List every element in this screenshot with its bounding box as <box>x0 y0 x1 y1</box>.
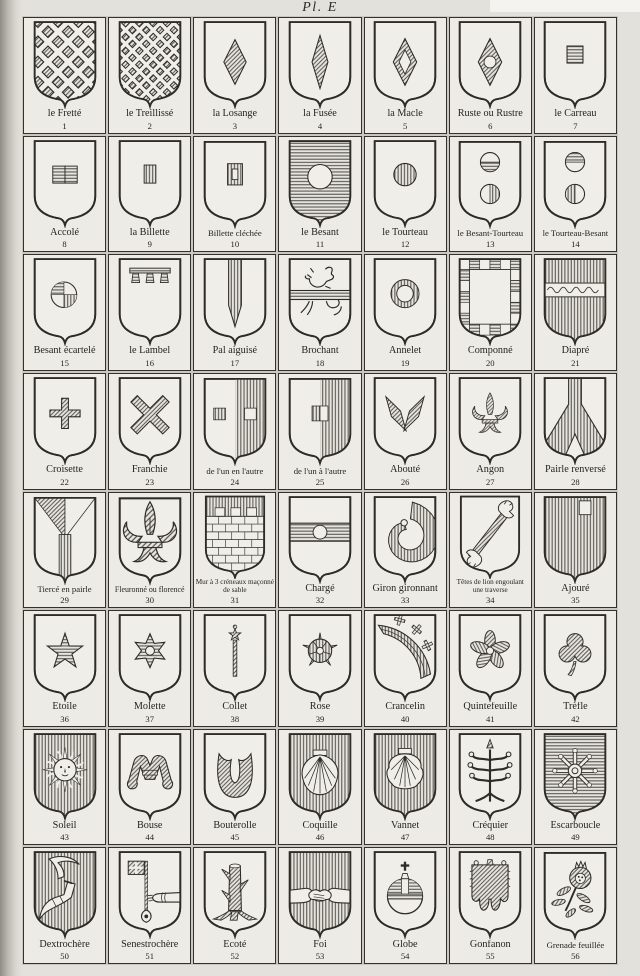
shield-number: 49 <box>571 832 580 843</box>
plate-cell <box>534 492 617 609</box>
rose-shield-icon <box>286 612 354 702</box>
shield-number: 21 <box>571 357 580 368</box>
shield-number: 8 <box>62 239 67 250</box>
shield-number: 54 <box>400 951 410 961</box>
plate-cell <box>278 17 361 134</box>
shield-number: 55 <box>485 951 495 961</box>
shield-number: 36 <box>60 713 69 724</box>
shield-number: 34 <box>485 595 495 606</box>
shield-label: Tiercé en pairle <box>37 585 92 595</box>
plate-cell <box>193 254 276 371</box>
gyron-spiral-shield-icon <box>371 494 439 584</box>
shield-number: 13 <box>485 239 495 250</box>
shield-label: Collet <box>222 702 248 713</box>
plate-cell <box>534 136 617 253</box>
plate-cell <box>449 729 532 846</box>
shield-label: Trèfle <box>563 702 588 713</box>
shield-number: 53 <box>315 951 325 961</box>
crenellated-wall-shield-icon <box>201 494 269 580</box>
compony-border-shield-icon <box>456 256 524 346</box>
plate-cell <box>193 729 276 846</box>
plate-cell <box>278 610 361 727</box>
plate-cell <box>534 17 617 134</box>
shield-number: 11 <box>315 239 325 250</box>
shield-number: 15 <box>60 357 69 368</box>
charged-fess-shield-icon <box>286 494 354 584</box>
shield-label: Soleil <box>52 820 77 831</box>
shield-label: Angon <box>476 465 505 476</box>
plate-cell <box>23 729 106 846</box>
pierced-field-shield-icon <box>541 494 609 584</box>
plate-cell <box>23 254 106 371</box>
square-shield-icon <box>541 19 609 109</box>
shield-label: Vannet <box>390 820 420 831</box>
plum-tree-shield-icon <box>456 731 524 821</box>
trefoil-shield-icon <box>541 612 609 702</box>
plate-cell <box>364 136 447 253</box>
plate-cell <box>23 847 106 964</box>
heraldry-plate-grid <box>23 17 617 964</box>
shield-number: 39 <box>315 713 325 724</box>
shield-label: Brochant <box>301 346 339 357</box>
pomegranate-shield-icon <box>541 849 609 941</box>
plate-cell <box>449 610 532 727</box>
saltire-shield-icon <box>116 375 184 465</box>
shield-number: 23 <box>145 476 154 487</box>
plate-cell <box>364 610 447 727</box>
plate-cell <box>534 254 617 371</box>
spur-rowel-shield-icon <box>116 612 184 702</box>
rustre-shield-icon <box>456 19 524 109</box>
shield-label: Besant écartelé <box>33 346 96 357</box>
shield-label: Pal aiguisé <box>212 346 258 357</box>
shield-number: 43 <box>60 832 69 843</box>
cinquefoil-shield-icon <box>456 612 524 702</box>
plate-cell <box>364 729 447 846</box>
shield-label: Foi <box>313 939 327 950</box>
shield-number: 17 <box>230 357 240 368</box>
plate-cell <box>278 729 361 846</box>
shield-number: 26 <box>400 476 410 487</box>
plate-cell <box>193 492 276 609</box>
plate-cell <box>193 17 276 134</box>
fleur-de-lis-shield-icon <box>456 375 524 465</box>
plate-cell <box>108 729 191 846</box>
shield-label: le Tourteau <box>382 227 429 238</box>
shield-number: 24 <box>230 476 240 487</box>
shield-number: 12 <box>400 239 410 250</box>
shield-label: la Losange <box>212 109 258 120</box>
plate-cell <box>449 492 532 609</box>
shield-label: Dextrochère <box>39 939 90 950</box>
plate-cell <box>364 847 447 964</box>
plate-cell <box>534 373 617 490</box>
plate-cell <box>278 373 361 490</box>
shield-number: 47 <box>400 832 410 843</box>
shield-number: 38 <box>230 713 240 724</box>
shield-label: Rose <box>309 702 331 713</box>
plate-cell <box>108 847 191 964</box>
shield-label: Componné <box>467 346 513 357</box>
shield-label: la Billette <box>129 227 170 238</box>
trellis-shield-icon <box>116 19 184 109</box>
lopped-trunk-shield-icon <box>201 849 269 939</box>
shield-label: le Carreau <box>554 109 597 120</box>
plate-cell <box>23 17 106 134</box>
shield-label: Créquier <box>472 820 509 831</box>
shield-number: 10 <box>230 239 240 250</box>
plate-cell <box>449 136 532 253</box>
shield-number: 33 <box>400 595 410 606</box>
plate-cell <box>23 492 106 609</box>
shield-number: 22 <box>60 476 69 487</box>
crancelin-shield-icon <box>371 612 439 702</box>
billet-shield-icon <box>116 138 184 228</box>
shield-label: Chargé <box>305 583 335 594</box>
shield-label: Ruste ou Rustre <box>457 109 523 120</box>
voided-billet-shield-icon <box>201 138 269 230</box>
shield-number: 29 <box>60 595 69 606</box>
shield-number: 2 <box>147 120 152 131</box>
macle-shield-icon <box>371 19 439 109</box>
plate-cell <box>193 373 276 490</box>
shield-number: 4 <box>317 120 323 131</box>
ornate-fleur-shield-icon <box>116 494 184 587</box>
lion-fess-shield-icon <box>286 256 354 346</box>
label-shield-icon <box>116 256 184 346</box>
plate-cell <box>364 492 447 609</box>
shield-label: Crancelin <box>385 702 425 713</box>
plate-cell <box>449 17 532 134</box>
shield-number: 46 <box>315 832 325 843</box>
chape-shield-icon <box>201 731 269 821</box>
shield-label: Têtes de lion engoulant une traverse <box>456 579 524 594</box>
shield-number: 32 <box>315 595 325 606</box>
plate-cell <box>364 17 447 134</box>
abutted-lozenges-shield-icon <box>371 375 439 465</box>
shield-number: 52 <box>230 951 240 961</box>
shield-label: Étoile <box>52 702 77 713</box>
scallop-shield-icon <box>286 731 354 821</box>
plate-cell <box>193 610 276 727</box>
shield-number: 50 <box>60 951 69 961</box>
shield-label: Annelet <box>389 346 422 357</box>
shield-number: 5 <box>402 120 408 131</box>
counterchanged-squares-shield-icon <box>201 375 269 467</box>
star-5-shield-icon <box>31 612 99 702</box>
shield-label: le Tourteau-Besant <box>542 229 609 239</box>
shield-label: Billette cléchée <box>207 229 262 239</box>
shield-number: 42 <box>571 713 580 724</box>
shield-label: de l'un à l'autre <box>293 466 347 476</box>
shield-label: Accolé <box>50 227 79 238</box>
shield-label: le Lambel <box>129 346 171 357</box>
shield-label: Molette <box>133 702 166 713</box>
plate-cell <box>278 254 361 371</box>
arm-key-shield-icon <box>116 849 184 939</box>
shield-number: 30 <box>145 595 154 606</box>
shield-label: Bouse <box>136 820 163 831</box>
plate-cell <box>534 610 617 727</box>
shield-number: 28 <box>571 476 580 487</box>
gonfanon-shield-icon <box>456 849 524 939</box>
shield-number: 18 <box>315 357 325 368</box>
shield-number: 40 <box>400 713 410 724</box>
carbuncle-shield-icon <box>541 731 609 821</box>
shield-number: 7 <box>573 120 578 131</box>
shield-label: Diapré <box>561 346 590 357</box>
clasped-hands-shield-icon <box>286 849 354 939</box>
shield-label: Fleuronné ou florencé <box>114 586 185 595</box>
shield-label: Croisette <box>46 465 83 476</box>
shield-number: 48 <box>485 832 495 843</box>
shield-number: 20 <box>485 357 495 368</box>
plate-cell <box>23 373 106 490</box>
shield-number: 27 <box>485 476 495 487</box>
shield-label: Gonfanon <box>469 939 511 950</box>
shield-number: 9 <box>147 239 152 250</box>
shield-label: le Besant-Tourteau <box>457 229 524 239</box>
shield-label: la Fusée <box>303 109 337 120</box>
plate-title: Pl. E <box>302 0 338 15</box>
shield-label: de l'un en l'autre <box>206 466 264 476</box>
plate-cell <box>23 610 106 727</box>
plate-cell <box>278 492 361 609</box>
orb-shield-icon <box>371 849 439 939</box>
lion-heads-bend-shield-icon <box>456 494 524 580</box>
roundel-bezant-shield-icon <box>541 138 609 230</box>
shield-label: Quintefeuille <box>463 702 518 713</box>
scallop-inside-shield-icon <box>371 731 439 821</box>
shield-number: 35 <box>571 595 580 606</box>
collared-rod-shield-icon <box>201 612 269 702</box>
tierced-pall-shield-icon <box>31 494 99 586</box>
shield-number: 25 <box>315 476 325 487</box>
double-billet-shield-icon <box>31 138 99 228</box>
water-bouget-shield-icon <box>116 731 184 821</box>
pointed-pale-shield-icon <box>201 256 269 346</box>
shield-label: Coquille <box>302 820 338 831</box>
plate-cell <box>108 373 191 490</box>
shield-label: Pairle renversé <box>545 465 606 476</box>
crosslet-shield-icon <box>31 375 99 465</box>
plate-cell <box>108 254 191 371</box>
plate-cell <box>278 136 361 253</box>
shield-label: Grenade feuillée <box>546 941 605 950</box>
diaper-shield-icon <box>541 256 609 346</box>
counterchanged-square-shield-icon <box>286 375 354 467</box>
plate-cell <box>449 373 532 490</box>
scan-gutter-shadow <box>0 0 22 976</box>
shield-number: 56 <box>571 951 580 961</box>
shield-number: 37 <box>145 713 154 724</box>
sun-shield-icon <box>31 731 99 821</box>
shield-number: 44 <box>145 832 154 843</box>
shield-number: 6 <box>488 120 493 131</box>
shield-label: Senestrochère <box>121 939 179 950</box>
shield-number: 3 <box>232 120 237 131</box>
fretty-shield-icon <box>31 19 99 109</box>
plate-cell <box>108 17 191 134</box>
plate-cell <box>193 136 276 253</box>
shield-number: 51 <box>145 951 154 961</box>
shield-number: 41 <box>485 713 495 724</box>
plate-cell <box>193 847 276 964</box>
bezant-shield-icon <box>286 138 354 228</box>
arm-scimitar-shield-icon <box>31 849 99 939</box>
shield-label: Bouterolle <box>213 820 257 831</box>
shield-label: Escarboucle <box>550 820 601 831</box>
shield-label: Globe <box>392 939 418 950</box>
fusil-shield-icon <box>286 19 354 109</box>
annulet-shield-icon <box>371 256 439 346</box>
shield-label: Ajouré <box>561 583 590 594</box>
quartered-bezant-shield-icon <box>31 256 99 346</box>
plate-cell <box>364 254 447 371</box>
plate-cell <box>364 373 447 490</box>
inverted-pall-shield-icon <box>541 375 609 465</box>
shield-number: 16 <box>145 357 154 368</box>
plate-cell <box>449 847 532 964</box>
plate-cell <box>108 136 191 253</box>
shield-label: Giron gironnant <box>372 583 438 594</box>
shield-number: 14 <box>571 239 580 250</box>
plate-cell <box>108 492 191 609</box>
shield-label: la Macle <box>387 109 423 120</box>
plate-cell <box>534 729 617 846</box>
plate-cell <box>449 254 532 371</box>
shield-label: le Treillissé <box>126 109 174 120</box>
plate-cell <box>534 847 617 964</box>
shield-label: le Fretté <box>47 109 82 120</box>
shield-number: 31 <box>230 595 240 606</box>
shield-label: Franchie <box>131 465 168 476</box>
plate-cell <box>278 847 361 964</box>
shield-label: le Besant <box>301 227 339 238</box>
shield-number: 19 <box>400 357 410 368</box>
shield-number: 45 <box>230 832 240 843</box>
plate-cell <box>23 136 106 253</box>
plate-cell <box>108 610 191 727</box>
shield-label: Abouté <box>390 465 421 476</box>
lozenge-shield-icon <box>201 19 269 109</box>
shield-label: Mur à 3 créneaux maçonné de sable <box>195 579 274 594</box>
bezant-roundel-shield-icon <box>456 138 524 230</box>
shield-number: 1 <box>62 120 67 131</box>
shield-label: Ecoté <box>223 939 247 950</box>
roundel-shield-icon <box>371 138 439 228</box>
